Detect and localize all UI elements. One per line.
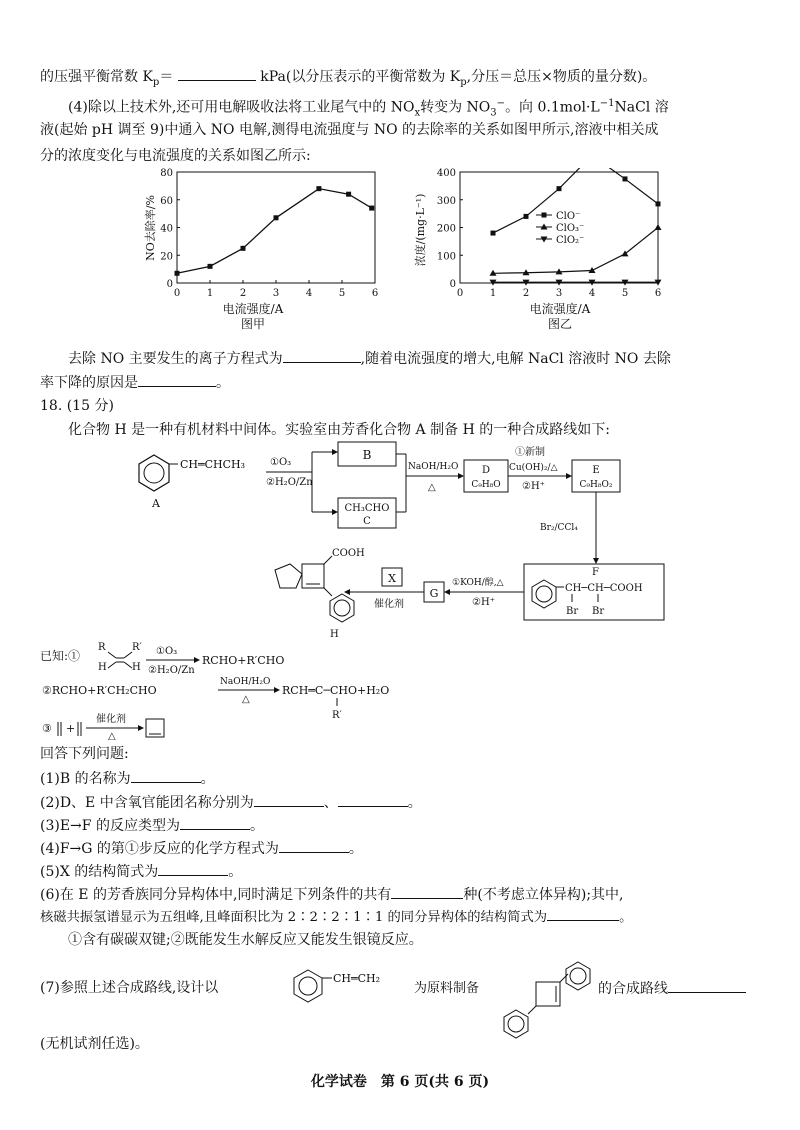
benzene-aromatic-circle [536, 586, 552, 602]
known2-reactants: ②RCHO+R′CH₂CHO [42, 684, 157, 697]
text: 。 [228, 864, 243, 880]
q4-line-4 [68, 348, 671, 369]
text: (5)X 的结构简式为 [40, 864, 159, 880]
bond [108, 662, 116, 668]
text: 核磁共振氢谱显示为五组峰,且峰面积比为 2∶2∶2∶1∶1 的同分异构体的结构简式为 [40, 910, 548, 925]
answer-blank-kp[interactable] [178, 66, 256, 81]
text: 的压强平衡常数 K [40, 69, 153, 85]
compound-d-formula: C₉H₈O [471, 480, 501, 490]
questions-lead: 回答下列问题: [40, 746, 129, 762]
text: (1)B 的名称为 [40, 771, 131, 787]
text: 种(不考虑立体异构);其中, [463, 887, 624, 903]
hydrogen: H [132, 662, 141, 673]
y-tick-label: 100 [436, 251, 456, 263]
subscript: p [460, 76, 467, 88]
compound-g-label: G [429, 587, 439, 600]
text: 、 [323, 795, 338, 811]
data-point [655, 224, 662, 230]
data-point [208, 264, 213, 269]
text: kPa(以分压表示的平衡常数为 K [260, 69, 461, 85]
question-7-tail [598, 978, 746, 999]
compound-h [275, 548, 365, 640]
x-tick-label: 1 [489, 288, 497, 299]
known3-catalyst: 催化剂 [96, 714, 126, 725]
step3-reagent: Cu(OH)₂/△ [509, 463, 558, 473]
page-footer: 化学试卷 第 6 页(共 6 页) [310, 1074, 490, 1090]
step3-reagent: ①新制 [515, 447, 545, 458]
chart-jia [140, 168, 380, 340]
question-2 [40, 792, 422, 813]
benzene-ring [294, 970, 322, 1002]
benzene-aromatic-circle [570, 968, 586, 984]
step2-reagent: NaOH/H₂O [408, 462, 459, 472]
y-tick-label: 40 [160, 223, 173, 235]
plot-frame [177, 172, 375, 283]
arrow-head [274, 687, 280, 693]
compound-d-label: D [481, 465, 491, 476]
answer-blank-q7[interactable] [668, 978, 746, 993]
bond [124, 652, 132, 658]
text: ＝ [159, 69, 174, 85]
answer-blank-q4[interactable] [279, 838, 349, 853]
benzene-aromatic-circle [144, 463, 164, 483]
answer-blank-reason[interactable] [138, 372, 216, 387]
benzene-aromatic-circle [334, 600, 350, 616]
superscript: −1 [599, 98, 615, 109]
bond [124, 662, 132, 668]
text: ,随着电流强度的增大,电解 NaCl 溶液时 NO 去除 [360, 351, 671, 367]
question-7-text [40, 978, 218, 998]
text: 。 [407, 795, 422, 811]
y-tick-label: 400 [436, 168, 456, 179]
benzene-aromatic-circle [508, 1016, 524, 1032]
chart-jia-xlabel: 电流强度/A [222, 302, 284, 316]
compound-c-label: C [363, 516, 371, 527]
text: 去除 NO 主要发生的离子方程式为 [68, 351, 283, 367]
cyclopentane-ring [275, 564, 302, 588]
subscript: p [152, 76, 160, 88]
answer-blank-q5[interactable] [158, 861, 228, 876]
x-tick-label: 3 [272, 288, 280, 299]
chart-jia-title: 图甲 [240, 317, 266, 331]
arrow-head [194, 657, 200, 663]
known1-reagent: ②H₂O/Zn [148, 665, 195, 676]
step6-catalyst: 催化剂 [374, 599, 404, 610]
x-tick-label: 5 [338, 288, 346, 299]
text: 。 [348, 841, 363, 857]
x-tick-label: 0 [173, 288, 181, 299]
text: 的合成路线 [598, 981, 668, 997]
benzene-aromatic-circle [299, 977, 317, 995]
data-point [274, 215, 279, 220]
arrow-head [332, 509, 338, 515]
data-point [524, 214, 529, 219]
data-point [656, 201, 661, 206]
chart-jia-ylabel: NO去除率/% [144, 195, 157, 261]
answer-blank-ion-equation[interactable] [283, 348, 361, 363]
compound-f-chain: CH─CH─COOH [565, 583, 643, 594]
question-1 [40, 768, 215, 789]
known2-reagent: NaOH/H₂O [220, 677, 271, 687]
known3-condition: △ [108, 731, 116, 740]
kp-question-line [40, 66, 656, 93]
answer-blank-q6-count[interactable] [391, 884, 463, 899]
step5-reagent: ①KOH/醇,△ [452, 578, 504, 588]
bromine-label: Br [592, 606, 605, 617]
data-point [346, 192, 351, 197]
question-6-line-1 [40, 884, 624, 905]
text: 。向 0.1mol·L [505, 99, 600, 116]
x-tick-label: 3 [555, 288, 563, 299]
question-6-conditions: ①含有碳碳双键;②既能发生水解反应又能发生银镜反应。 [68, 932, 423, 948]
text: 为原料制备 [414, 981, 480, 996]
synthesis-scheme [120, 440, 680, 640]
subscript: x [414, 107, 421, 119]
q4-line-3: 分的浓度变化与电流强度的关系如图乙所示: [40, 148, 311, 164]
y-tick-label: 20 [160, 251, 173, 263]
text: (3)E→F 的反应类型为 [40, 818, 180, 834]
legend-label: ClO₂⁻ [556, 235, 585, 246]
text: 。 [216, 375, 230, 391]
legend-marker [542, 213, 547, 218]
compound-e-formula: C₉H₈O₂ [579, 480, 613, 490]
legend-label: ClO⁻ [556, 211, 581, 222]
known2-product: RCH═C─CHO+H₂O [282, 684, 390, 697]
q18-intro: 化合物 H 是一种有机材料中间体。实验室由芳香化合物 A 制备 H 的一种合成路线如下: [68, 422, 610, 438]
arrow-head [458, 473, 464, 479]
text: ,分压＝总压×物质的量分数)。 [466, 69, 657, 85]
r-group: R [98, 642, 106, 653]
x-tick-label: 4 [305, 288, 313, 299]
step5-acid: ②H⁺ [472, 597, 495, 608]
reagent-x-label: X [388, 572, 396, 585]
q4-line-5 [40, 372, 230, 393]
question-4 [40, 838, 363, 859]
y-tick-label: 200 [436, 223, 456, 235]
legend-label: ClO₃⁻ [556, 223, 585, 234]
y-tick-label: 0 [449, 279, 456, 290]
chart-yi-title: 图乙 [547, 317, 573, 331]
text: (2)D、E 中含氧官能团名称分别为 [40, 795, 254, 811]
text: 。 [619, 910, 633, 925]
text: (7)参照上述合成路线,设计以 [40, 980, 219, 996]
question-7-structures [286, 960, 606, 1040]
question-7-note: (无机试剂任选)。 [40, 1036, 149, 1052]
text: 。 [200, 771, 215, 787]
q4-line-2: 液(起始 pH 调至 9)中通入 NO 电解,测得电流强度与 NO 的去除率的关系如图甲所示,溶液中相关成 [40, 122, 659, 138]
step1-reagent: ①O₃ [270, 457, 292, 468]
chart-yi-xlabel: 电流强度/A [529, 302, 591, 316]
q18-header: 18. (15 分) [40, 398, 114, 414]
text: (6)在 E 的芳香族同分异构体中,同时满足下列条件的共有 [40, 887, 392, 903]
y-tick-label: 300 [436, 195, 456, 207]
data-point [623, 176, 628, 181]
data-point [316, 186, 321, 191]
compound-a-label: A [152, 497, 160, 510]
x-tick-label: 6 [371, 288, 379, 299]
compound-a-side-chain: CH═CHCH₃ [180, 458, 246, 471]
bond [324, 588, 332, 596]
text: NaCl 溶 [614, 99, 669, 116]
arrow-head [344, 589, 350, 595]
text: 转变为 NO [420, 99, 491, 116]
bromine-label: Br [566, 606, 579, 617]
r-group: R′ [132, 642, 142, 653]
question-5 [40, 861, 242, 882]
answer-blank-q2-e[interactable] [338, 792, 408, 807]
arrow-head [444, 589, 450, 595]
step4-reagent: Br₂/CCl₄ [540, 523, 578, 533]
text: 。 [249, 818, 264, 834]
data-point [491, 231, 496, 236]
known2-condition: △ [242, 694, 250, 705]
subscript: 3 [490, 107, 497, 119]
text: (4)除以上技术外,还可用电解吸收法将工业尾气中的 NO [68, 99, 415, 116]
step3-acid: ②H⁺ [522, 481, 545, 492]
compound-h-cooh: COOH [332, 548, 365, 559]
step1-reagent: ②H₂O/Zn [266, 477, 313, 488]
arrow-head [593, 558, 599, 564]
y-tick-label: 60 [160, 195, 173, 207]
known-intro: 已知:① [40, 649, 81, 663]
data-point [175, 271, 180, 276]
chart-jia-axes [177, 172, 375, 283]
step2-condition: △ [428, 482, 436, 493]
x-tick-label: 2 [522, 288, 530, 299]
data-point [557, 186, 562, 191]
data-point [589, 267, 596, 273]
known3-number: ③ [42, 722, 52, 735]
known-reactions [40, 640, 520, 740]
x-tick-label: 1 [206, 288, 214, 299]
no-removal-line [177, 189, 372, 274]
bond [108, 652, 116, 658]
arrow-head [138, 725, 144, 731]
y-tick-label: 0 [166, 279, 173, 290]
known1-reagent: ①O₃ [156, 646, 178, 657]
chart-yi [408, 168, 670, 340]
x-tick-label: 2 [239, 288, 247, 299]
compound-a [139, 455, 245, 510]
plus-sign: + [66, 722, 76, 735]
hydrogen: H [98, 662, 107, 673]
answer-blank-q3[interactable] [180, 815, 250, 830]
question-3 [40, 815, 264, 836]
x-tick-label: 5 [621, 288, 629, 299]
compound-b-label: B [362, 448, 372, 462]
bond [528, 1006, 536, 1014]
x-tick-label: 6 [654, 288, 662, 299]
answer-blank-q2-d[interactable] [254, 792, 324, 807]
arrow-head [332, 449, 338, 455]
data-point [241, 246, 246, 251]
compound-f-label: F [592, 567, 599, 578]
text: (4)F→G 的第①步反应的化学方程式为 [40, 841, 279, 857]
bond [324, 556, 332, 564]
r-group: R′ [332, 710, 342, 721]
answer-blank-q6-structure[interactable] [547, 906, 619, 921]
data-point [369, 206, 374, 211]
known1-product: RCHO+R′CHO [202, 654, 285, 667]
superscript: − [496, 98, 506, 109]
x-tick-label: 0 [456, 288, 464, 299]
y-tick-label: 80 [160, 168, 173, 179]
x-tick-label: 4 [588, 288, 596, 299]
compound-h-label: H [330, 629, 339, 640]
text: 率下降的原因是 [40, 375, 138, 391]
question-6-line-2 [40, 906, 632, 928]
styrene-side-chain: CH═CH₂ [333, 972, 381, 985]
arrow-head [566, 473, 572, 479]
chart-yi-ylabel: 浓度/(mg·L⁻¹) [414, 193, 427, 267]
compound-e-label: E [592, 465, 600, 476]
compound-c-formula: CH₃CHO [344, 503, 390, 514]
answer-blank-q1[interactable] [131, 768, 201, 783]
bond [560, 974, 568, 982]
